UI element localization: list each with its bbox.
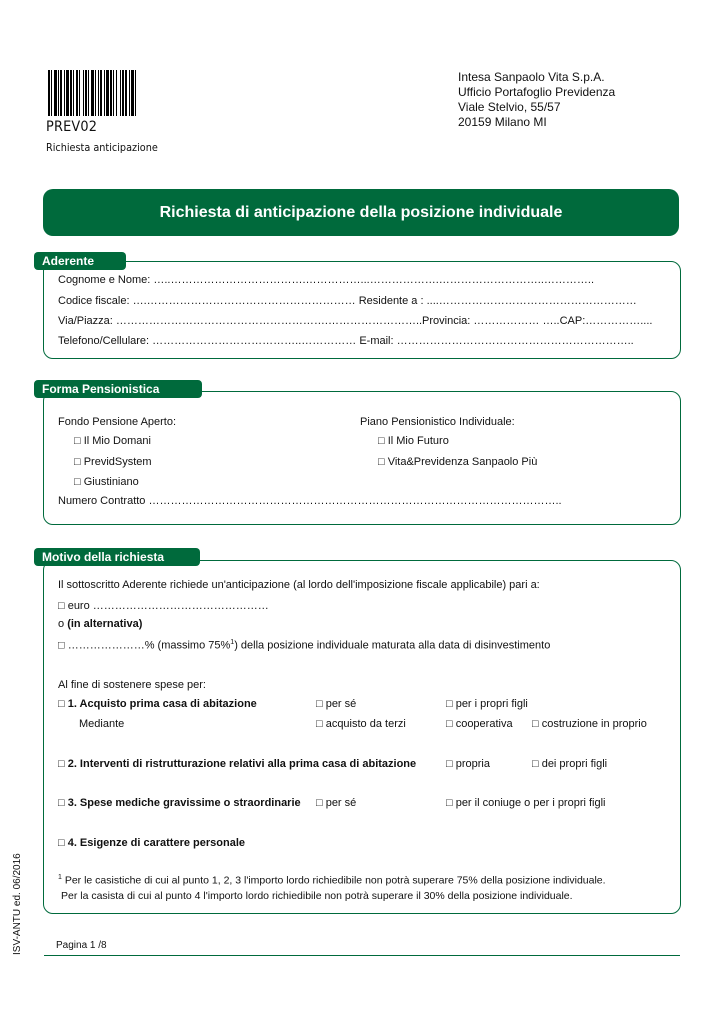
form-subtitle: Richiesta anticipazione	[46, 141, 158, 154]
aderente-label: Aderente	[34, 252, 126, 270]
piano-option-checkbox[interactable]: □ Il Mio Futuro	[378, 435, 449, 447]
address-line: Viale Stelvio, 55/57	[458, 100, 561, 114]
footnote-line-1: Per le casistiche di cui al punto 1, 2, 3 l'importo lordo richiedibile non potrà superare 75% della posizione individuale.	[64, 874, 606, 887]
page-number: Pagina 1 /8	[56, 940, 107, 951]
forma-label: Forma Pensionistica	[34, 380, 202, 398]
reason-4-checkbox[interactable]: □ 4. Esigenze di carattere personale	[58, 837, 245, 849]
reason-2-own-checkbox[interactable]: □ propria	[446, 758, 490, 770]
fondo-option-checkbox[interactable]: □ Il Mio Domani	[74, 435, 151, 447]
reason-1-self-checkbox[interactable]: □ per sé	[316, 698, 357, 710]
reason-3-checkbox[interactable]: □ 3. Spese mediche gravissime o straordinarie	[58, 797, 301, 809]
alt-prefix: o	[58, 618, 65, 630]
third-party-checkbox[interactable]: □ acquisto da terzi	[316, 718, 406, 730]
motivo-label: Motivo della richiesta	[34, 548, 200, 566]
fondo-option-checkbox[interactable]: □ PrevidSystem	[74, 456, 152, 468]
footnote	[58, 874, 606, 887]
percent-field[interactable]	[58, 639, 550, 652]
motivo-intro: Il sottoscritto Aderente richiede un'anticipazione (al lordo dell'imposizione fiscale applicabile) pari a:	[58, 579, 540, 591]
cooperative-checkbox[interactable]: □ cooperativa	[446, 718, 513, 730]
fondo-option-checkbox[interactable]: □ Giustiniano	[74, 476, 139, 488]
address-line: Intesa Sanpaolo Vita S.p.A.	[458, 70, 605, 84]
percent-text: □ …………………% (massimo 75%	[58, 639, 231, 652]
footnote-number: 1	[58, 874, 62, 881]
address-line: 20159 Milano MI	[458, 115, 547, 129]
fondo-label: Fondo Pensione Aperto:	[58, 416, 177, 428]
percent-text-end: ) della posizione individuale maturata alla data di disinvestimento	[234, 639, 551, 652]
phone-email-field[interactable]: Telefono/Cellulare: …………………………………..…………… E-mail: ………………………………………………………..	[58, 335, 634, 347]
reason-3-self-checkbox[interactable]: □ per sé	[316, 797, 357, 809]
reason-2-children-checkbox[interactable]: □ dei propri figli	[532, 758, 608, 770]
address-line: Ufficio Portafoglio Previdenza	[458, 85, 616, 99]
purpose-intro: Al fine di sostenere spese per:	[58, 679, 206, 691]
footnote-line-2: Per la casista di cui al punto 4 l'importo lordo richiedibile non potrà superare il 30% della posizione individuale.	[61, 890, 573, 902]
reason-2-checkbox[interactable]: □ 2. Interventi di ristrutturazione relativi alla prima casa di abitazione	[58, 758, 417, 770]
self-build-checkbox[interactable]: □ costruzione in proprio	[532, 718, 647, 730]
footnote-ref: 1	[230, 639, 235, 646]
document-title: Richiesta di anticipazione della posizione individuale	[43, 189, 679, 236]
piano-label: Piano Pensionistico Individuale:	[360, 416, 515, 428]
motivo-section	[43, 560, 681, 914]
footer-divider	[44, 955, 680, 956]
alt-text: (in alternativa)	[67, 618, 143, 630]
euro-amount-field[interactable]: □ euro …………………………………………	[58, 600, 269, 612]
fiscal-code-field[interactable]: Codice fiscale: ….………………………………………………… Residente a : ....………………………………………………	[58, 295, 637, 307]
barcode	[48, 70, 228, 116]
piano-option-checkbox[interactable]: □ Vita&Previdenza Sanpaolo Più	[378, 456, 538, 468]
contract-number-field[interactable]: Numero Contratto …………………………………………………………………………………………………..	[58, 495, 562, 507]
form-code: PREV02	[46, 119, 98, 135]
mediante-label: Mediante	[79, 718, 125, 730]
address-field[interactable]: Via/Piazza: ………………………………………………….……………………..Provincia: ……………… …..CAP:……………....	[58, 315, 653, 327]
reason-1-children-checkbox[interactable]: □ per i propri figli	[446, 698, 528, 710]
edition-code: ISV-ANTU ed. 06/2016	[12, 853, 23, 955]
reason-3-family-checkbox[interactable]: □ per il coniuge o per i propri figli	[446, 797, 606, 809]
barcode-stripe	[136, 70, 138, 116]
company-address	[458, 70, 615, 130]
name-field[interactable]: Cognome e Nome: …..……………………………….……………...……………….………………………..…………..	[58, 274, 594, 286]
alternative-label	[58, 618, 142, 630]
reason-1-checkbox[interactable]: □ 1. Acquisto prima casa di abitazione	[58, 698, 257, 710]
